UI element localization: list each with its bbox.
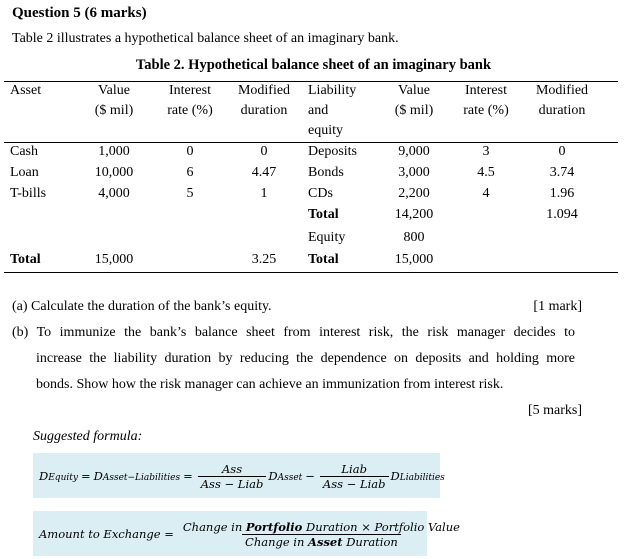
header-dur2-unit: duration — [538, 103, 586, 118]
row-duration: 4.47 — [251, 165, 277, 180]
row-value: 1,000 — [98, 144, 130, 159]
header-liability-equity: equity — [308, 123, 343, 138]
header-value2-unit: ($ mil) — [394, 103, 434, 118]
row-duration: 3.25 — [251, 252, 277, 267]
equity-duration-formula — [33, 453, 445, 498]
row-rate: 6 — [186, 165, 194, 180]
formula-d-equity: DEquity — [39, 469, 78, 483]
row-liability-rate: 3 — [482, 144, 490, 159]
part-a-text: (a) Calculate the duration of the bank’s equity. — [12, 299, 272, 314]
formula-minus: − — [305, 469, 315, 483]
formula-d-asset-liab: DAsset−Liabilities — [93, 469, 181, 483]
row-liability-value: 14,200 — [394, 207, 434, 222]
header-liability: Liability — [308, 83, 357, 98]
question-title: Question 5 (6 marks) — [12, 5, 147, 21]
part-b-line3: bonds. Show how the risk manager can achieve an immunization from interest risk. — [36, 377, 504, 392]
row-asset: Cash — [10, 144, 38, 159]
row-liability: CDs — [308, 186, 333, 201]
formula-d-liabilities: DLiabilities — [390, 469, 445, 483]
row-liability: Bonds — [308, 165, 344, 180]
row-liability: Equity — [308, 230, 346, 245]
formula-equals: = — [80, 469, 91, 483]
row-value: 15,000 — [94, 252, 134, 267]
row-liability-rate: 4.5 — [477, 165, 495, 180]
formula2-lhs: Amount to Exchange = — [39, 527, 174, 541]
header-value1-unit: ($ mil) — [94, 103, 134, 118]
header-dur1: Modified — [237, 83, 291, 98]
header-rate2-unit: rate (%) — [463, 103, 509, 118]
row-liability-value: 3,000 — [398, 165, 430, 180]
formula2-fraction: $\frac{\text{Change in Portfolio Duration × Portfolio Value}}{\text{Change in Asset Duration}}$ — [182, 519, 460, 549]
header-value2: Value — [398, 83, 430, 98]
header-rate2: Interest — [465, 83, 507, 98]
header-rate1-unit: rate (%) — [167, 103, 213, 118]
row-duration: 0 — [260, 144, 268, 159]
row-rate: 0 — [186, 144, 194, 159]
row-liability-duration: 0 — [558, 144, 566, 159]
row-liability: Total — [308, 252, 339, 267]
row-asset: T-bills — [10, 186, 47, 201]
formula-asset-weight: $\frac{\text{Ass}}{\text{Ass − Liab}}$ — [198, 462, 267, 491]
part-b-line2: increase the liability duration by reducing the dependence on deposits and holding more — [36, 351, 575, 366]
amount-to-exchange-formula — [33, 511, 460, 556]
row-value: 10,000 — [94, 165, 134, 180]
part-b-line1: (b) To immunize the bank’s balance sheet from interest risk, the risk manager decides to — [12, 325, 575, 340]
header-dur1-unit: duration — [240, 103, 288, 118]
part-b-marks: [5 marks] — [527, 403, 582, 418]
formula-heading: Suggested formula: — [33, 429, 143, 444]
row-asset: Loan — [10, 165, 39, 180]
row-asset: Total — [10, 252, 41, 267]
header-asset: Asset — [10, 83, 42, 98]
row-liability-duration: 1.094 — [546, 207, 578, 222]
formula-liability-weight: $\frac{\text{Liab}}{\text{Ass − Liab}}$ — [320, 462, 389, 491]
table-bottom-rule — [4, 272, 618, 273]
row-liability-value: 15,000 — [394, 252, 434, 267]
row-liability-value: 800 — [403, 230, 425, 245]
row-liability: Deposits — [308, 144, 357, 159]
header-dur2: Modified — [535, 83, 589, 98]
question-intro: Table 2 illustrates a hypothetical balance sheet of an imaginary bank. — [12, 31, 399, 46]
row-liability-duration: 1.96 — [549, 186, 575, 201]
formula-d-asset: DAsset — [268, 469, 303, 483]
row-rate: 5 — [186, 186, 194, 201]
row-liability-duration: 3.74 — [549, 165, 575, 180]
row-liability: Total — [308, 207, 339, 222]
table-caption: Table 2. Hypothetical balance sheet of an imaginary bank — [135, 57, 492, 73]
row-liability-value: 2,200 — [398, 186, 430, 201]
formula-equals-2: = — [183, 469, 193, 483]
header-rate1: Interest — [169, 83, 211, 98]
row-liability-value: 9,000 — [398, 144, 430, 159]
row-duration: 1 — [260, 186, 268, 201]
row-liability-rate: 4 — [482, 186, 490, 201]
part-a-marks: [1 mark] — [533, 299, 582, 314]
row-value: 4,000 — [98, 186, 130, 201]
header-liability-and: and — [308, 103, 329, 118]
header-value1: Value — [98, 83, 130, 98]
